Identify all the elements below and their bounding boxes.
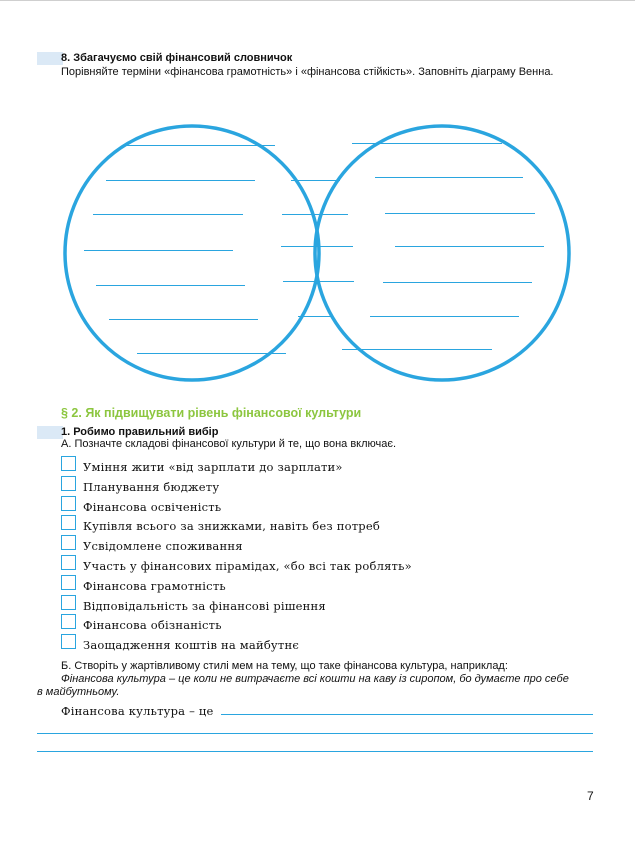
checkbox-label: Відповідальність за фінансові рішення: [83, 599, 326, 613]
checkbox-label: Купівля всього за знижками, навіть без потреб: [83, 519, 380, 533]
venn-circle-right: [315, 126, 569, 380]
checkbox[interactable]: [61, 515, 76, 530]
checkbox[interactable]: [61, 634, 76, 649]
section2-heading: § 2. Як підвищувати рівень фінансової культури: [61, 406, 362, 420]
checkbox-label: Фінансова освіченість: [83, 500, 222, 514]
answer-line[interactable]: [221, 714, 593, 715]
checkbox-label: Уміння жити «від зарплати до зарплати»: [83, 460, 343, 474]
checkbox[interactable]: [61, 496, 76, 511]
example-text-line1: Фінансова культура – це коли не витрачаєте всі кошти на каву із сиропом, бо думаєте про себе: [61, 673, 569, 685]
checkbox[interactable]: [61, 456, 76, 471]
checkbox[interactable]: [61, 575, 76, 590]
section8-instruction: Порівняйте терміни «фінансова грамотність» і «фінансова стійкість». Заповніть діаграму Венна.: [61, 66, 554, 78]
page-number: 7: [587, 789, 594, 803]
checkbox-label: Заощадження коштів на майбутнє: [83, 638, 299, 652]
checkbox[interactable]: [61, 555, 76, 570]
checkbox[interactable]: [61, 595, 76, 610]
checkbox-label: Планування бюджету: [83, 480, 220, 494]
checkbox[interactable]: [61, 614, 76, 629]
checkbox-label: Фінансова грамотність: [83, 579, 226, 593]
answer-prompt: Фінансова культура – це: [61, 704, 214, 718]
venn-circle-left: [65, 126, 319, 380]
answer-line[interactable]: [37, 751, 593, 752]
answer-line[interactable]: [37, 733, 593, 734]
section8-title: 8. Збагачуємо свій фінансовий словничок: [61, 52, 293, 64]
checkbox[interactable]: [61, 476, 76, 491]
checkbox-label: Участь у фінансових пірамідах, «бо всі так роблять»: [83, 559, 412, 573]
checkbox[interactable]: [61, 535, 76, 550]
checkbox-label: Фінансова обізнаність: [83, 618, 222, 632]
example-text-line2: в майбутньому.: [37, 686, 120, 698]
task1-part-b: Б. Створіть у жартівливому стилі мем на тему, що таке фінансова культура, наприклад:: [61, 660, 508, 672]
task1-title: 1. Робимо правильний вибір: [61, 426, 219, 438]
task1-part-a: А. Позначте складові фінансової культури й те, що вона включає.: [61, 438, 397, 450]
checkbox-label: Усвідомлене споживання: [83, 539, 243, 553]
task-number-highlight: [37, 426, 63, 439]
